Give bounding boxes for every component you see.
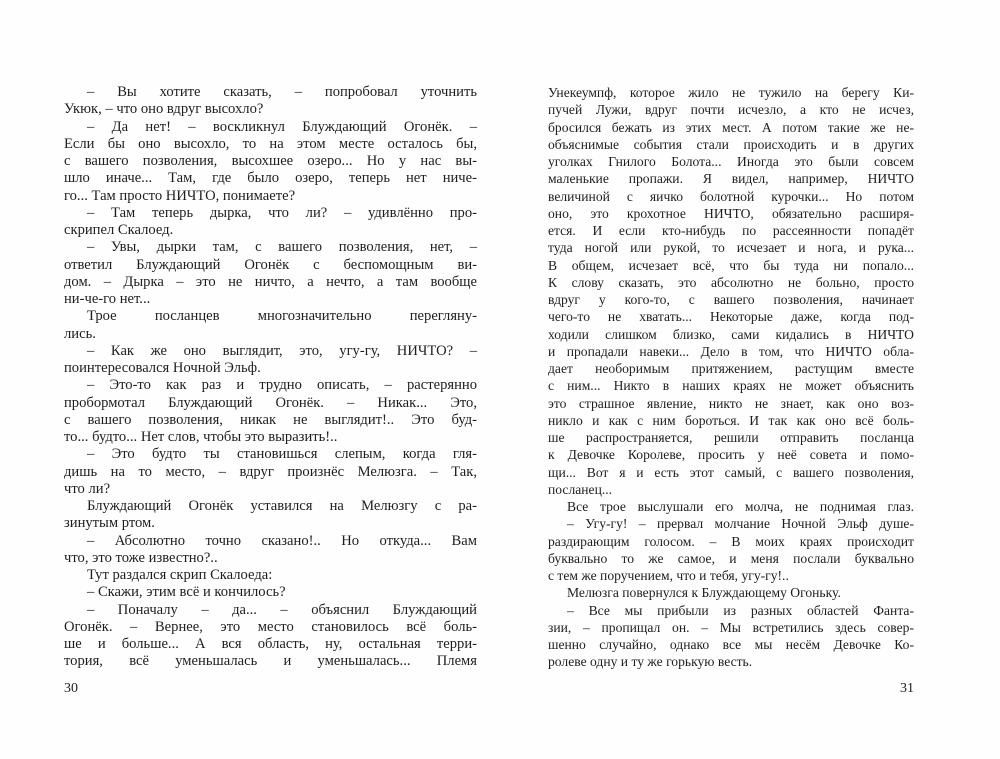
text-line: го... Там просто НИЧТО, понимаете? (64, 187, 296, 204)
text-line: ше распространяется, решили отправить посланца (548, 430, 914, 445)
text-line: уголках Гнилого Болота... Иногда это были совсем (548, 154, 914, 169)
text-line: туда ногой или рукой, то исчезает и нога, и рука... (548, 240, 914, 256)
text-line: Блуждающий Огонёк уставился на Мелюзгу с ра- (87, 498, 477, 514)
text-line: пучей Лужи, вдруг почти исчезло, а кто не исчез, (548, 102, 914, 118)
text-line: – Да нет! – воскликнул Блуждающий Огонёк. – (87, 118, 477, 135)
text-line: посланец... (548, 481, 613, 497)
text-line: зии, – пропищал он. – Мы встретились здесь совер- (548, 619, 914, 635)
right-page-number: 31 (900, 681, 914, 696)
text-line: что, это тоже известно?.. (64, 549, 218, 566)
text-line: – Скажи, этим всё и кончилось? (87, 584, 286, 601)
text-line: никло и как с ним бороться. И так как оно всё боль- (548, 412, 914, 428)
text-line: и пропадали навеки... Дело в том, что НИЧТО обла- (548, 343, 914, 359)
text-line: с вашего позволения, высохшее озеро... Но у нас вы- (64, 153, 477, 169)
text-line: объяснимые события стали происходить и в других (548, 136, 914, 152)
text-line: ни-че-го нет... (64, 291, 151, 307)
text-line: Укюк, – что оно вдруг высохло? (64, 101, 264, 118)
text-line: зинутым ртом. (64, 515, 155, 532)
text-line: вдруг у кого-то, с вашего позволения, начинает (548, 292, 914, 307)
text-line: оно, это крохотное НИЧТО, обязательно расширя- (548, 205, 914, 221)
text-line: ответил Блуждающий Огонёк с беспомощным ви- (64, 256, 477, 273)
text-line: В общем, исчезает всё, что бы туда ни попало... (548, 257, 914, 273)
text-line: чего-то не хватать... Некоторые даже, когда под- (548, 309, 914, 325)
text-line: лись. (64, 325, 96, 342)
text-line: шло иначе... Там, где было озеро, теперь нет ниче- (64, 170, 477, 187)
text-line: тория, всё уменьшалась и уменьшалась... Племя (64, 653, 477, 670)
text-line: дом. – Дырка – это не ничто, а нечто, а там вообще (64, 273, 477, 290)
text-line: величиной с яичко болотной курочки... Но потом (548, 188, 914, 204)
text-line: – Там теперь дырка, что ли? – удивлённо про- (87, 204, 477, 221)
text-line: то... будто... Нет слов, чтобы это выразить!.. (64, 429, 338, 445)
text-line: раздирающим голосом. – В моих краях происходит (548, 533, 914, 549)
text-line: поинтересовался Ночной Эльф. (64, 360, 261, 376)
text-line: ходили слишком близко, сами кидались в НИЧТО (548, 326, 914, 342)
text-line: с тем же поручением, что и тебя, угу-гу!.. (548, 568, 789, 583)
text-line: – Поначалу – да... – объяснил Блуждающий (87, 601, 477, 618)
text-line: – Вы хотите сказать, – попробовал уточнить (87, 84, 477, 100)
text-line: Огонёк. – Вернее, это место становилось всё боль- (64, 618, 477, 635)
text-line: Все трое выслушали его молча, не поднимая глаз. (567, 499, 914, 514)
text-line: к Девочке Королеве, просить у неё совета и помо- (548, 447, 914, 463)
text-line: – Это-то как раз и трудно описать, – растерянно (87, 377, 477, 394)
text-line: К слову сказать, это абсолютно не больно, просто (548, 274, 914, 290)
text-line: скрипел Скалоед. (64, 222, 174, 238)
text-line: бросился бежать из этих мест. А потом такие же не- (548, 119, 914, 135)
text-line: это страшное явление, никто не знает, как оно воз- (548, 395, 914, 411)
text-line: Мелюзга повернулся к Блуждающему Огоньку. (567, 585, 841, 601)
right-page-text (548, 84, 914, 671)
text-line: Унекеумпф, которое жило не тужило на берегу Ки- (548, 85, 914, 100)
text-line: с ним... Никто в наших краях не может объяснить (548, 378, 914, 394)
text-line: шенно случайно, однако все мы несём Девочке Ко- (548, 637, 914, 652)
text-line: маленькие пропажи. Я видел, например, НИЧТО (548, 171, 914, 187)
left-page-text (64, 84, 477, 671)
text-line: Тут раздался скрип Скалоеда: (87, 567, 273, 583)
text-line: – Это будто ты становишься слепым, когда гля- (87, 446, 477, 463)
text-line: ше и больше... А вся область, ну, остальная терри- (64, 636, 477, 652)
text-line: ется. И если кто-нибудь по рассеянности попадёт (548, 223, 914, 238)
text-line: буквально то же самое, и меня послали буквально (548, 550, 914, 566)
text-line: Если бы оно высохло, то на этом месте осталось бы, (64, 135, 477, 152)
text-line: дает необоримым притяжением, растущим вместе (548, 361, 914, 376)
text-line: щи... Вот я и есть этот самый, с вашего позволения, (548, 464, 914, 480)
text-line: с вашего позволения, никак не выглядит!.. Это буд- (64, 411, 477, 428)
text-line: пробормотал Блуждающий Огонёк. – Никак... Это, (64, 394, 477, 411)
text-line: Трое посланцев многозначительно перегляну- (87, 308, 477, 325)
text-line: – Угу-гу! – прервал молчание Ночной Эльф душе- (567, 516, 914, 532)
text-line: – Как же оно выглядит, это, угу-гу, НИЧТО? – (87, 342, 477, 359)
text-line: что ли? (64, 480, 111, 497)
text-line: дишь на то место, – вдруг произнёс Мелюзга. – Так, (64, 463, 477, 480)
left-page-number: 30 (64, 681, 78, 696)
text-line: – Все мы прибыли из разных областей Фанта- (567, 602, 914, 618)
text-line: ролеве одну и ту же горькую весть. (548, 654, 753, 670)
text-line: – Абсолютно точно сказано!.. Но откуда... Вам (87, 532, 477, 549)
text-line: – Увы, дырки там, с вашего позволения, нет, – (87, 239, 477, 256)
